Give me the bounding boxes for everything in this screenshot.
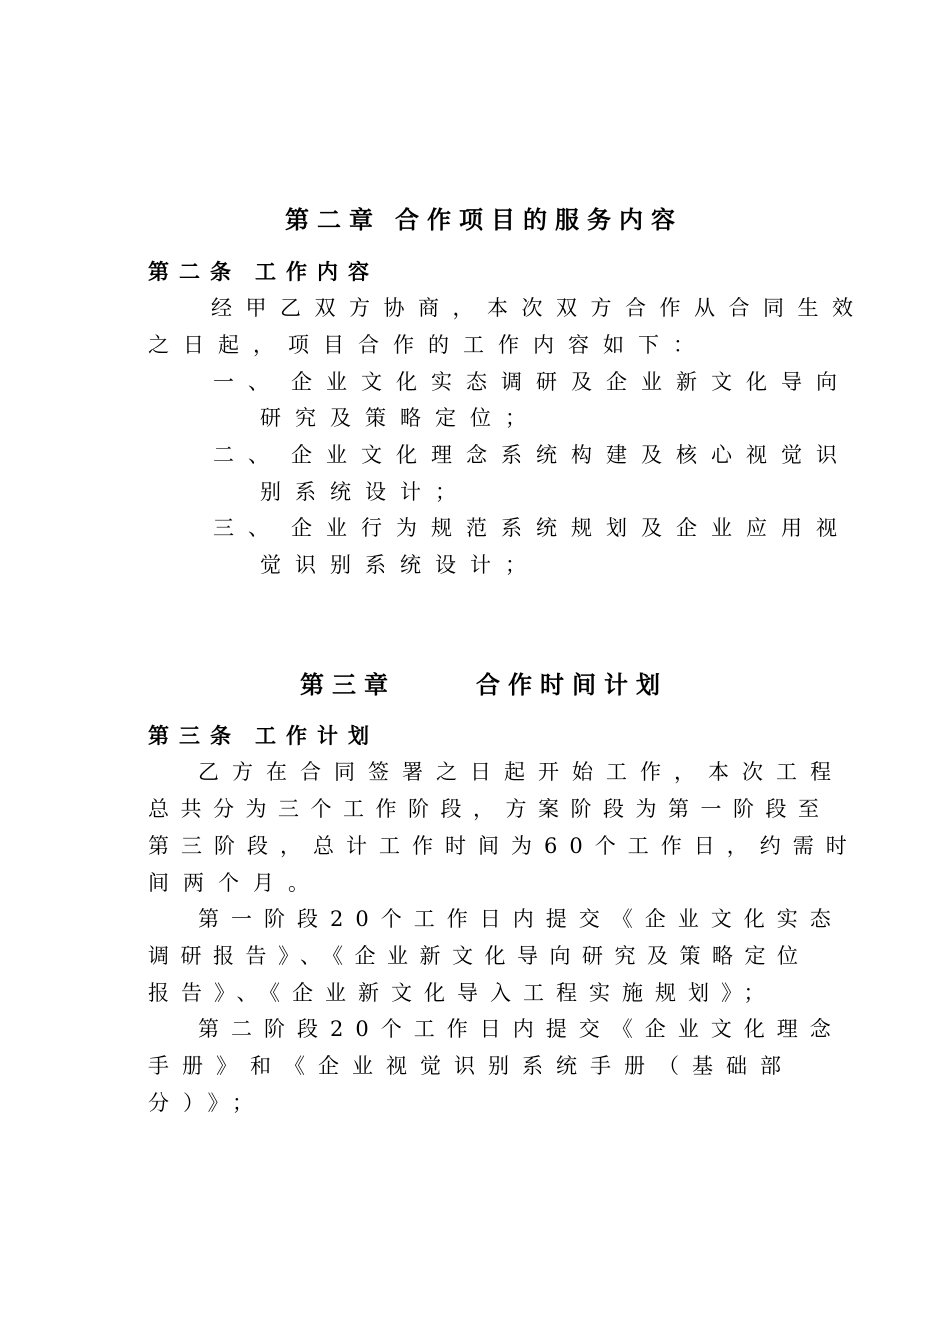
article-2-number: 第二条	[148, 260, 241, 284]
list-item-3	[213, 514, 851, 542]
article-2-heading	[148, 258, 379, 286]
chapter-2-title: 合作项目的服务内容	[395, 206, 683, 234]
chapter-3-number: 第三章	[300, 671, 396, 699]
list-item-3-continuation: 觉识别系统设计；	[260, 553, 540, 577]
list-item-1-text: 企业文化实态调研及企业新文化导向	[291, 370, 851, 394]
article-3-para-2-line-2: 调研报告》、《企业新文化导向研究及策略定位	[148, 944, 810, 968]
article-3-title: 工作计划	[255, 724, 379, 748]
chapter-2-number: 第二章	[285, 206, 381, 234]
list-item-1-marker: 一、	[213, 370, 283, 394]
article-2-intro-line-1: 经甲乙双方协商，本次双方合作从合同生效	[211, 296, 867, 320]
article-3-para-1-line-4: 间两个月。	[148, 871, 323, 895]
article-3-para-3-line-2: 手册》和《企业视觉识别系统手册（基础部	[148, 1054, 794, 1078]
list-item-3-marker: 三、	[213, 516, 283, 540]
list-item-2	[213, 441, 851, 469]
article-3-para-3-line-1: 第二阶段20个工作日内提交《企业文化理念	[198, 1017, 843, 1041]
article-2-title: 工作内容	[255, 260, 379, 284]
chapter-3-heading	[300, 671, 668, 699]
article-3-para-1-line-2: 总共分为三个工作阶段，方案阶段为第一阶段至	[148, 797, 831, 821]
list-item-2-continuation: 别系统设计；	[260, 480, 470, 504]
list-item-1-continuation: 研究及策略定位；	[260, 406, 540, 430]
article-3-para-3-line-3: 分）》；	[148, 1091, 267, 1115]
article-3-para-1-line-3: 第三阶段，总计工作时间为60个工作日，约需时	[148, 834, 859, 858]
article-3-para-2-line-1: 第一阶段20个工作日内提交《企业文化实态	[198, 907, 843, 931]
article-3-para-1-line-1: 乙方在合同签署之日起开始工作，本次工程	[198, 760, 844, 784]
list-item-2-text: 企业文化理念系统构建及核心视觉识	[291, 443, 851, 467]
article-3-number: 第三条	[148, 724, 241, 748]
list-item-1	[213, 368, 851, 396]
chapter-2-heading	[285, 206, 683, 234]
list-item-3-text: 企业行为规范系统规划及企业应用视	[291, 516, 851, 540]
article-3-heading	[148, 722, 379, 750]
article-3-para-2-line-3: 报告》、《企业新文化导入工程实施规划》；	[148, 981, 777, 1005]
article-2-intro-line-2: 之日起，项目合作的工作内容如下：	[148, 333, 708, 357]
list-item-2-marker: 二、	[213, 443, 283, 467]
chapter-3-title: 合作时间计划	[476, 671, 668, 699]
